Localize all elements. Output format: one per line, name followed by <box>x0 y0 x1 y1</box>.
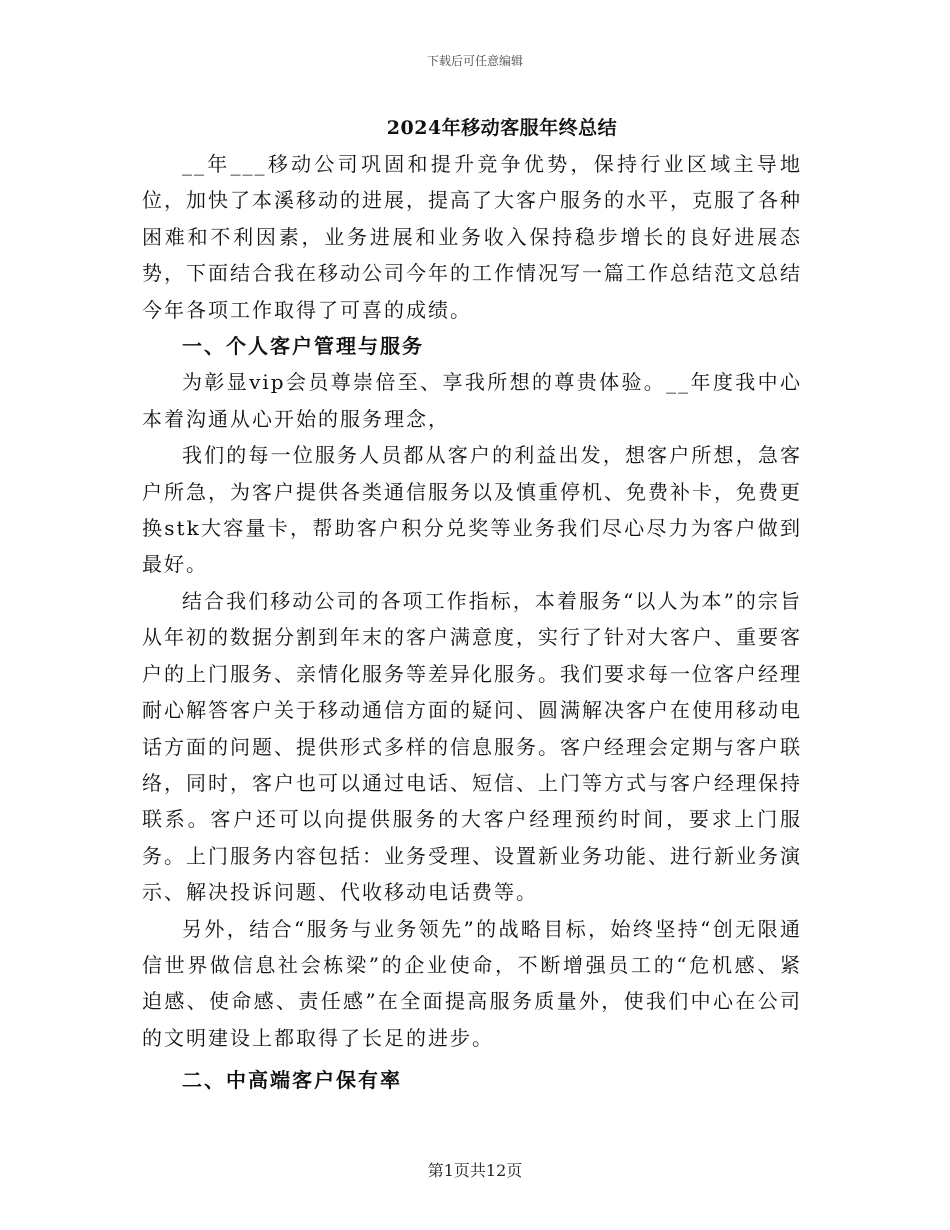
section-heading-1: 一、个人客户管理与服务 <box>182 334 424 359</box>
document-title: 2024年移动客服年终总结 <box>386 117 618 139</box>
page-header-note: 下载后可任意编辑 <box>426 54 523 68</box>
section1-paragraph-3: 结合我们移动公司的各项工作指标，本着服务“以人为本”的宗旨从年初的数据分割到年末的客户满意度，实行了针对大客户、重要客户的上门服务、亲情化服务等差异化服务。我们要求每一位客户经理耐心解答客户关于移动通信方面的疑问、圆满解决客户在使用移动电话方面的问题、提供形式多样的信息服务。客户经理会定期与客户联络，同时，客户也可以通过电话、短信、上门等方式与客户经理保持联系。客户还可以向提供服务的大客户经理预约时间，要求上门服务。上门服务内容包括：业务受理、设置新业务功能、进行新业务演示、解决投诉问题、代收移动电话费等。 <box>142 588 802 905</box>
section-heading-2: 二、中高端客户保有率 <box>182 1068 402 1093</box>
section1-paragraph-1: 为彰显vip会员尊崇倍至、享我所想的尊贵体验。__年度我中心本着沟通从心开始的服务理念， <box>142 370 802 431</box>
document-body <box>142 110 802 1099</box>
intro-paragraph: __年___移动公司巩固和提升竞争优势，保持行业区域主导地位，加快了本溪移动的进展，提高了大客户服务的水平，克服了各种困难和不利因素，业务进展和业务收入保持稳步增长的良好进展态势，下面结合我在移动公司今年的工作情况写一篇工作总结范文总结今年各项工作取得了可喜的成绩。 <box>142 152 802 322</box>
page-number: 第1页共12页 <box>427 1161 523 1180</box>
section1-paragraph-2: 我们的每一位服务人员都从客户的利益出发，想客户所想，急客户所急，为客户提供各类通信服务以及慎重停机、免费补卡，免费更换stk大容量卡，帮助客户积分兑奖等业务我们尽心尽力为客户做到最好。 <box>142 443 802 577</box>
section1-paragraph-4: 另外，结合“服务与业务领先”的战略目标，始终坚持“创无限通信世界做信息社会栋梁”的企业使命，不断增强员工的“危机感、紧迫感、使命感、责任感”在全面提高服务质量外，使我们中心在公司的文明建设上都取得了长足的进步。 <box>142 916 802 1050</box>
